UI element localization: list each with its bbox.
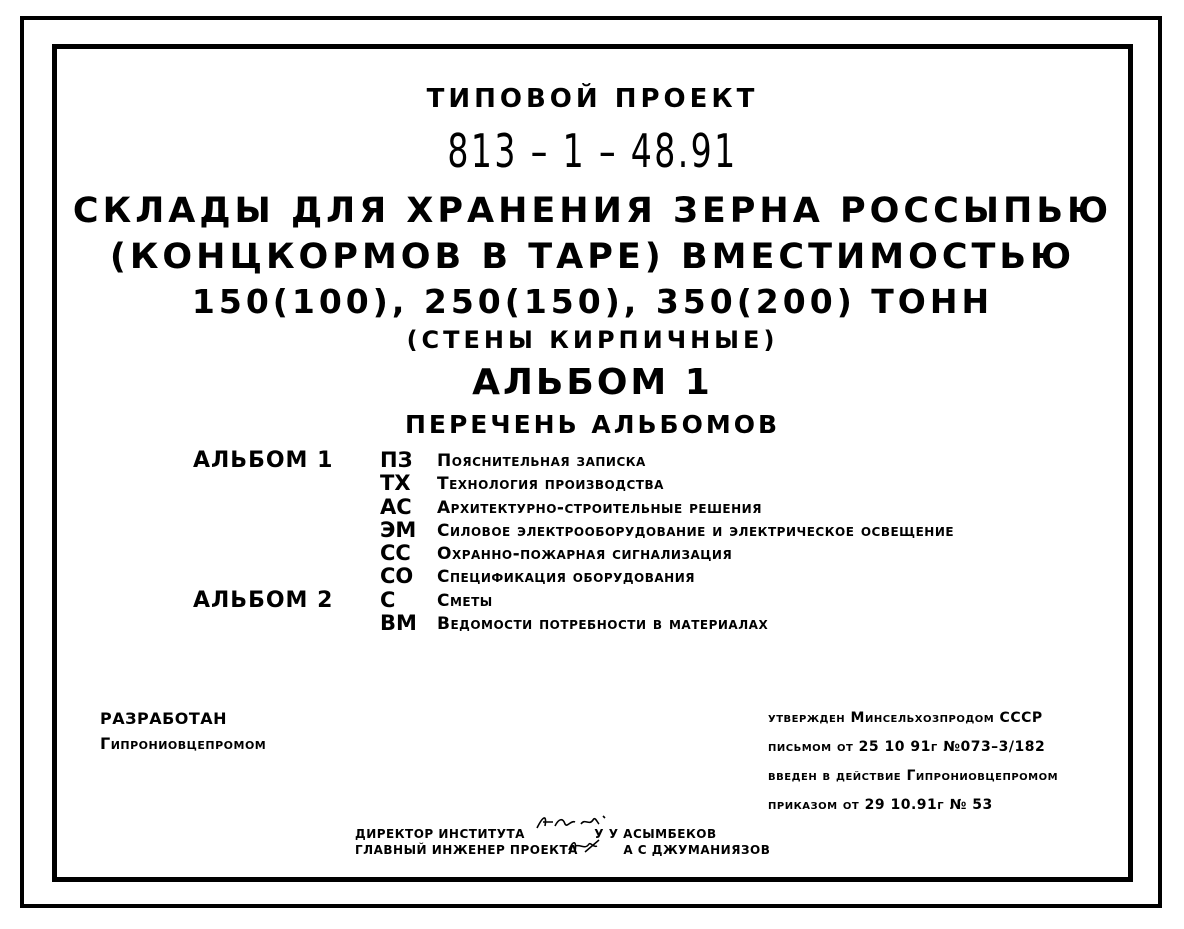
section-description: Силовое электрооборудование и электрическое освещение [437,520,955,541]
album-label: АЛЬБОМ 1 [193,448,334,473]
section-description: Архитектурно-строительные решения [437,497,762,518]
section-description: Ведомости потребности в материалах [437,614,769,635]
handwritten-signature-1 [533,812,623,834]
signature-name: У У АСЫМБЕКОВ [594,827,717,841]
project-type: ТИПОВОЙ ПРОЕКТ [426,84,759,114]
album-list-title: ПЕРЕЧЕНЬ АЛЬБОМОВ [404,410,781,439]
section-code: ПЗ [380,448,413,472]
title-line-1: СКЛАДЫ ДЛЯ ХРАНЕНИЯ ЗЕРНА РОССЫПЬЮ [72,191,1113,231]
signature-role: ГЛАВНЫЙ ИНЖЕНЕР ПРОЕКТА [355,843,578,857]
album-label: АЛЬБОМ 2 [193,587,334,613]
signature-role: ДИРЕКТОР ИНСТИТУТА [355,827,525,841]
project-number: 813 – 1 – 48.91 [447,124,738,178]
section-code: АС [380,494,412,519]
section-code: ЭМ [380,517,417,542]
signature-row [355,842,770,858]
section-description: Спецификация оборудования [437,567,696,588]
signature-name: А С ДЖУМАНИЯЗОВ [623,843,771,857]
developer-org: Гипрониовцепромом [100,734,267,753]
section-description: Охранно-пожарная сигнализация [437,544,733,565]
developer-label: РАЗРАБОТАН [100,709,228,728]
approval-block [768,704,1058,820]
subtitle: (СТЕНЫ КИРПИЧНЫЕ) [406,326,779,354]
section-code: СС [380,541,411,566]
album-heading: АЛЬБОМ 1 [472,362,713,403]
approval-line: письмом от 25 10 91г №073–3/182 [768,739,1046,755]
approval-line: приказом от 29 10.91г № 53 [768,797,993,813]
section-description: Технология производства [437,474,664,495]
section-description: Пояснительная записка [437,451,646,471]
title-line-3: 150(100), 250(150), 350(200) ТОНН [191,282,994,321]
handwritten-signature-2 [567,838,603,856]
section-code: СО [380,564,414,589]
approval-line: утвержден Минсельхозпродом СССР [768,710,1043,726]
section-description: Сметы [437,590,493,611]
section-code: С [380,587,396,612]
section-code: ВМ [380,611,417,636]
section-code: ТХ [380,471,411,496]
developer-block [100,706,266,756]
approval-line: введен в действие Гипрониовцепромом [768,768,1059,784]
title-line-2: (КОНЦКОРМОВ В ТАРЕ) ВМЕСТИМОСТЬЮ [109,237,1076,277]
